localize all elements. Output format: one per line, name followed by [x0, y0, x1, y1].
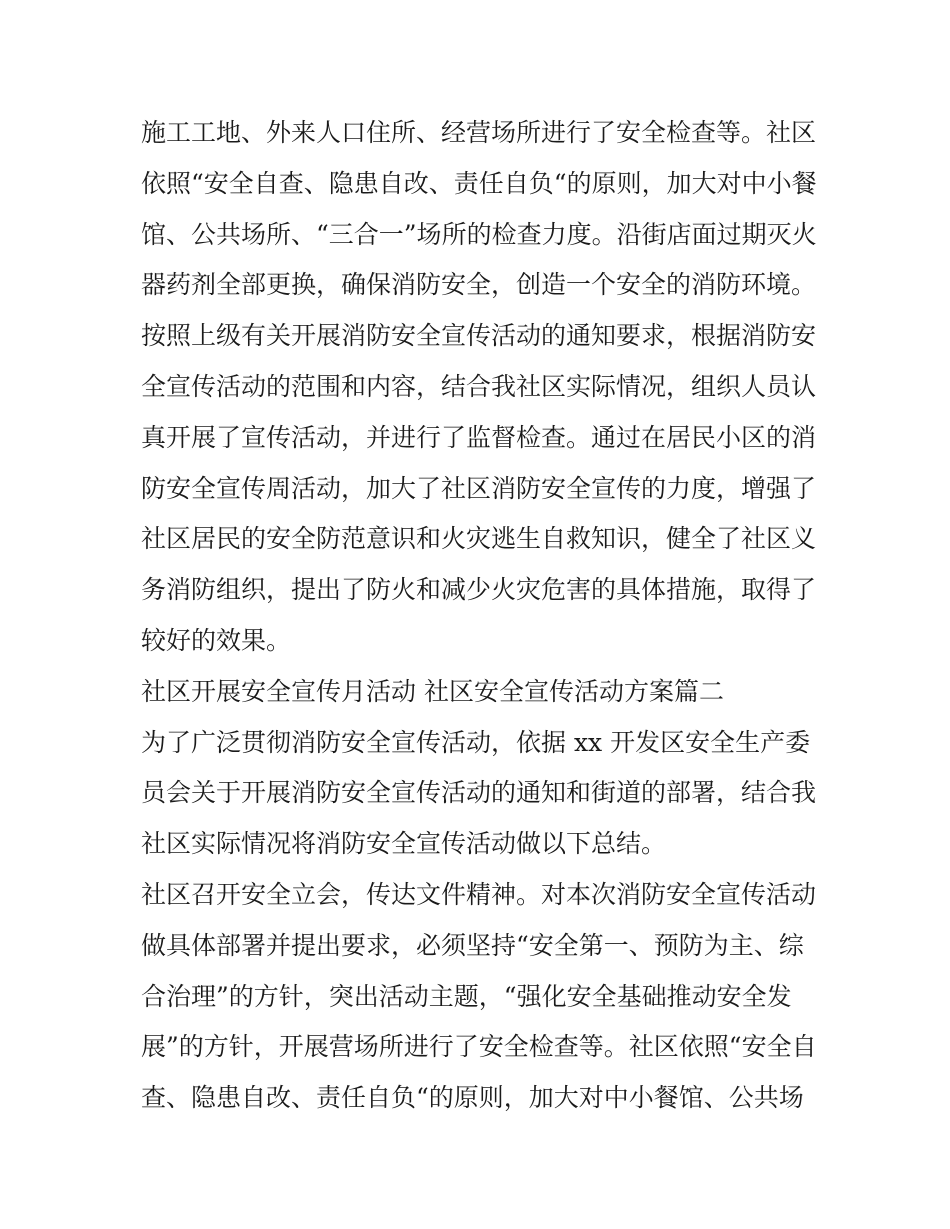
text-line: 真开展了宣传活动，并进行了监督检查。通过在居民小区的消 — [141, 422, 817, 452]
text-line: 为了广泛贯彻消防安全宣传活动，依据 xx 开发区安全生产委 — [141, 727, 811, 757]
text-line: 馆、公共场所、“三合一”场所的检查力度。沿街店面过期灭火 — [141, 219, 817, 249]
text-line: 按照上级有关开展消防安全宣传活动的通知要求，根据消防安 — [141, 321, 817, 351]
text-line: 查、隐患自改、责任自负“的原则，加大对中小餐馆、公共场 — [141, 1083, 804, 1113]
text-line: 员会关于开展消防安全宣传活动的通知和街道的部署，结合我 — [141, 778, 817, 808]
text-line: 器药剂全部更换，确保消防安全，创造一个安全的消防环境。 — [141, 270, 817, 300]
text-line: 社区居民的安全防范意识和火灾逃生自救知识，健全了社区义 — [141, 524, 817, 554]
text-line: 合治理”的方针，突出活动主题，“强化安全基础推动安全发 — [141, 981, 792, 1011]
document-body — [141, 108, 816, 1124]
text-line: 社区实际情况将消防安全宣传活动做以下总结。 — [141, 829, 667, 859]
text-line: 做具体部署并提出要求，必须坚持“安全第一、预防为主、综 — [141, 930, 804, 960]
text-line: 展”的方针，开展营场所进行了安全检查等。社区依照“安全自 — [141, 1032, 817, 1062]
text-line: 全宣传活动的范围和内容，结合我社区实际情况，组织人员认 — [141, 371, 817, 401]
text-line: 依照“安全自查、隐患自改、责任自负“的原则，加大对中小餐 — [141, 168, 817, 198]
text-line: 务消防组织，提出了防火和减少火灾危害的具体措施，取得了 — [141, 575, 817, 605]
section-heading: 社区开展安全宣传月活动 社区安全宣传活动方案篇二 — [141, 676, 724, 706]
text-line: 防安全宣传周活动，加大了社区消防安全宣传的力度，增强了 — [141, 473, 817, 503]
text-line: 施工工地、外来人口住所、经营场所进行了安全检查等。社区 — [141, 118, 817, 147]
text-line: 社区召开安全立会，传达文件精神。对本次消防安全宣传活动 — [141, 879, 817, 909]
text-line: 较好的效果。 — [141, 625, 292, 655]
